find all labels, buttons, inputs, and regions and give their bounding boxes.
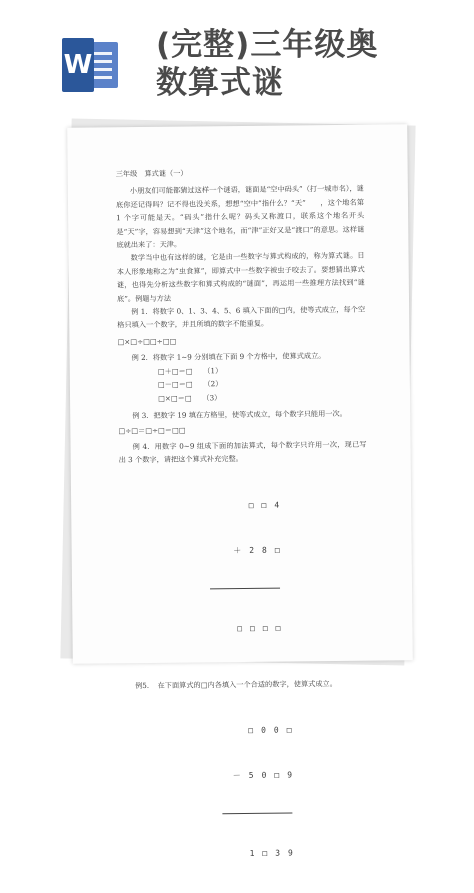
subtraction-result: [202, 815, 293, 891]
document-page: [67, 124, 413, 858]
addition-row: □ □ 4: [248, 500, 280, 510]
subtraction-row: □ 0 0 □: [248, 725, 292, 735]
document-content: [116, 165, 372, 892]
word-icon-letter: W: [62, 38, 94, 92]
example-2: 例 2．将数字 1~9 分别填在下面 9 个方格中，使算式成立。: [131, 351, 326, 363]
addition-row: □ □ □ □: [237, 623, 281, 633]
equation-line: □＋□＝□ （1）: [157, 365, 223, 376]
word-icon: [62, 38, 118, 92]
addition-row: ＋ 2 8 □: [233, 545, 280, 555]
page-heading: 三年级 算式谜（一）: [115, 168, 188, 179]
example-3-equation: □÷□＝□÷□＝□□: [118, 425, 186, 436]
subtraction-row: － 5 0 □ 9: [232, 770, 293, 781]
paragraph-definition: 数学当中也有这样的谜，它是由一些数字与算式构成的，称为算式谜。日本人形象地称之为“虫食算”，即算式中一些数字被虫子咬去了。要想猜出算式谜，也得先分析这些数字和算式构成的“谜面”，再运用一些推理方法找到“谜底”。例题与方法: [116, 251, 365, 303]
example-1-equation: □×□÷□□÷□□: [117, 336, 177, 347]
example-1: 例 1．将数字 0、1、3、4、5、6 填入下面的□内，使等式成立，每个空格只填入一个数字，并且所填的数字不能重复。: [117, 304, 366, 330]
example-2-equations: [158, 362, 366, 404]
subtraction-rule: [222, 812, 292, 814]
document-title-line-1: (完整)三年级奥: [156, 27, 379, 63]
equation-line: □－□＝□ （2）: [157, 379, 223, 389]
example-3: 例 3．把数字 19 填在方格里，使等式成立，每个数字只能用一次。: [132, 408, 347, 421]
subtraction-problem: [201, 692, 292, 813]
example-4: 例 4．用数字 0~9 组成下面的加法算式，每个数字只许用一次，现已写出 3 个数字，请把这个算式补充完整。: [118, 439, 367, 465]
equation-line: □×□＝□ （3）: [157, 392, 222, 403]
subtraction-row: 1 □ 3 9: [249, 848, 293, 858]
addition-problem: [199, 467, 280, 588]
addition-rule: [210, 587, 280, 589]
addition-result: [200, 590, 281, 666]
banner: [0, 0, 474, 112]
example-5: 例5． 在下面算式的□内各填入一个合适的数字，使算式成立。: [134, 678, 337, 690]
document-title: [156, 26, 456, 102]
paragraph-intro: 小朋友们可能都猜过这样一个谜语，谜面是“空中码头”（打一城市名），谜底你还记得吗？记不得也没关系，想想“空中”指什么？“天” ，这个地名第 1 个字可能是天。“码头”指什么呢？码头又称渡口，联系这个地名开头是“天”字，容易想到“天津”这个地名，而“津”正好又是“渡口”的意思。这样谜底就出来了：天津。: [115, 184, 365, 250]
document-title-line-2: 数算式谜: [156, 65, 284, 101]
